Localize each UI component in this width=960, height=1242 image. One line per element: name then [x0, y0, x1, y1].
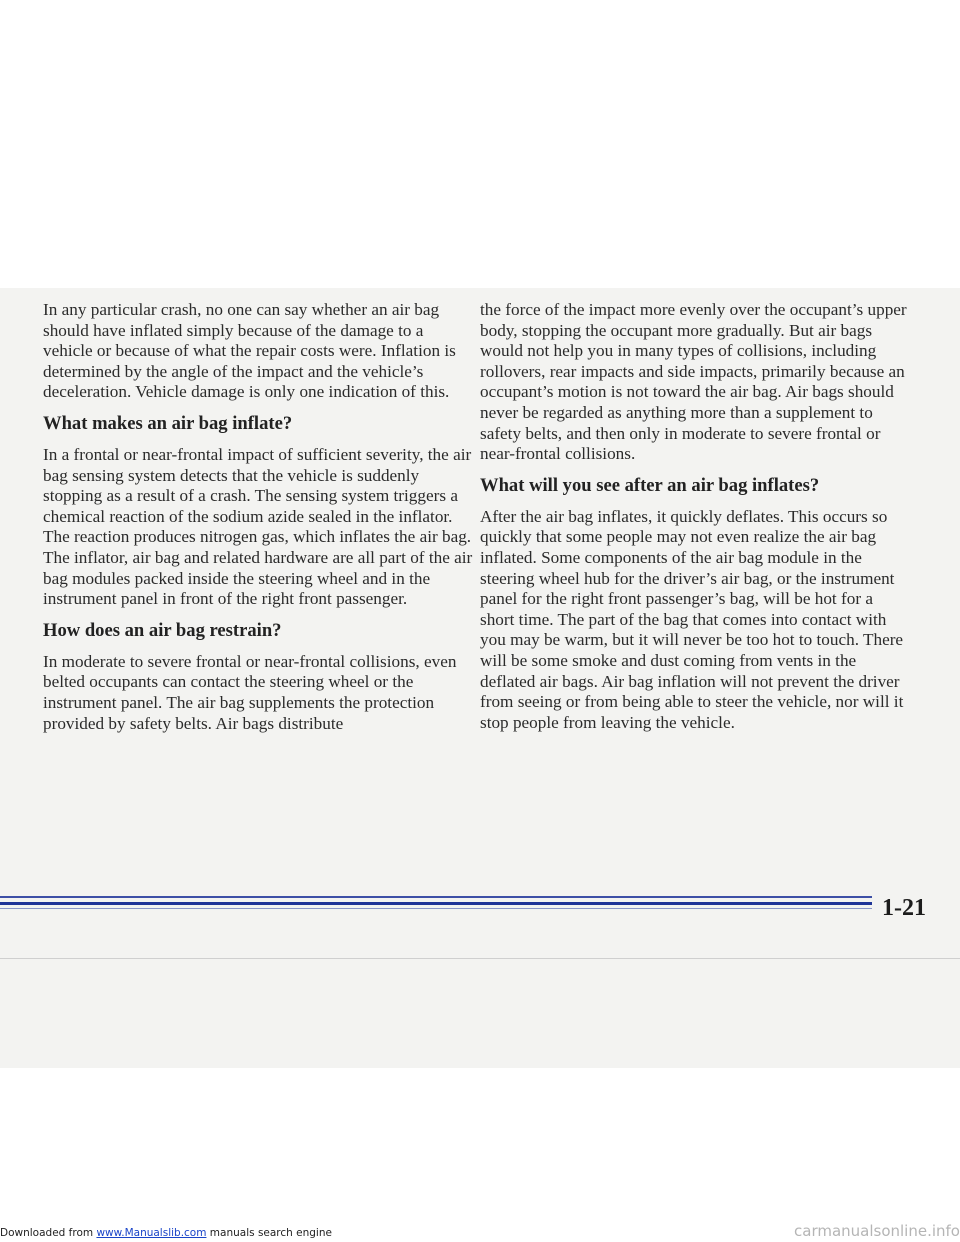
rule-line-top: [0, 896, 872, 898]
rule-line-bottom: [0, 908, 872, 909]
bottom-divider: [0, 958, 960, 959]
page-number: 1-21: [882, 895, 926, 921]
paragraph-restraint: In moderate to severe frontal or near-frontal collisions, even belted occupants can contact the steering wheel or the instrument panel. The air bag supplements the protection provided by safety belts. Air bags distribute: [43, 651, 457, 733]
paragraph-after-inflation: After the air bag inflates, it quickly deflates. This occurs so quickly that some people may not even realize the air bag inflated. Some components of the air bag module in the steering wheel hub for the driver’s air bag, or the instrument panel for the right front passenger’s bag, will be hot for a short time. The part of the bag that comes into contact with you may be warm, but it will never be too hot to touch. There will be some smoke and dust coming from vents in the deflated air bags. Air bag inflation will not prevent the driver from seeing or from being able to steer the vehicle, nor will it stop people from leaving the vehicle.: [480, 506, 904, 732]
paragraph-force-distribution: the force of the impact more evenly over the occupant’s upper body, stopping the occupant more gradually. But air bags would not help you in many types of collisions, including rollovers, rear impacts and side impacts, primarily because an occupant’s motion is not toward the air bag. Air bags should never be regarded as anything more than a supplement to safety belts, and then only in moderate to severe frontal or near-frontal collisions.: [480, 300, 907, 464]
paragraph-inflation-determination: In any particular crash, no one can say whether an air bag should have inflated simply because of the damage to a vehicle or because of what the repair costs were. Inflation is determined by the angle of the impact and the vehicle’s deceleration. Vehicle damage is only one indication of this.: [43, 300, 456, 402]
right-column: [480, 300, 910, 743]
footer-prefix: Downloaded from: [0, 1227, 97, 1239]
rule-line-middle: [0, 902, 872, 905]
heading-how-restrain: How does an air bag restrain?: [43, 619, 282, 641]
paragraph-sensing-system: In a frontal or near-frontal impact of sufficient severity, the air bag sensing system detects that the vehicle is suddenly stopping as a result of a crash. The sensing system triggers a chemical reaction of the sodium azide sealed in the inflator. The reaction produces nitrogen gas, which inflates the air bag. The inflator, air bag and related hardware are all part of the air bag modules packed inside the steering wheel and in the instrument panel in front of the right front passenger.: [43, 444, 473, 609]
footer-suffix: manuals search engine: [206, 1227, 332, 1239]
watermark: carmanualsonline.info: [794, 1222, 960, 1240]
page-rule: [0, 896, 880, 910]
download-footer: [0, 1227, 332, 1239]
manualslib-link[interactable]: www.Manualslib.com: [96, 1227, 207, 1239]
heading-what-you-see: What will you see after an air bag inflates?: [480, 474, 820, 496]
left-column: [43, 300, 473, 744]
heading-what-makes-inflate: What makes an air bag inflate?: [43, 412, 293, 434]
